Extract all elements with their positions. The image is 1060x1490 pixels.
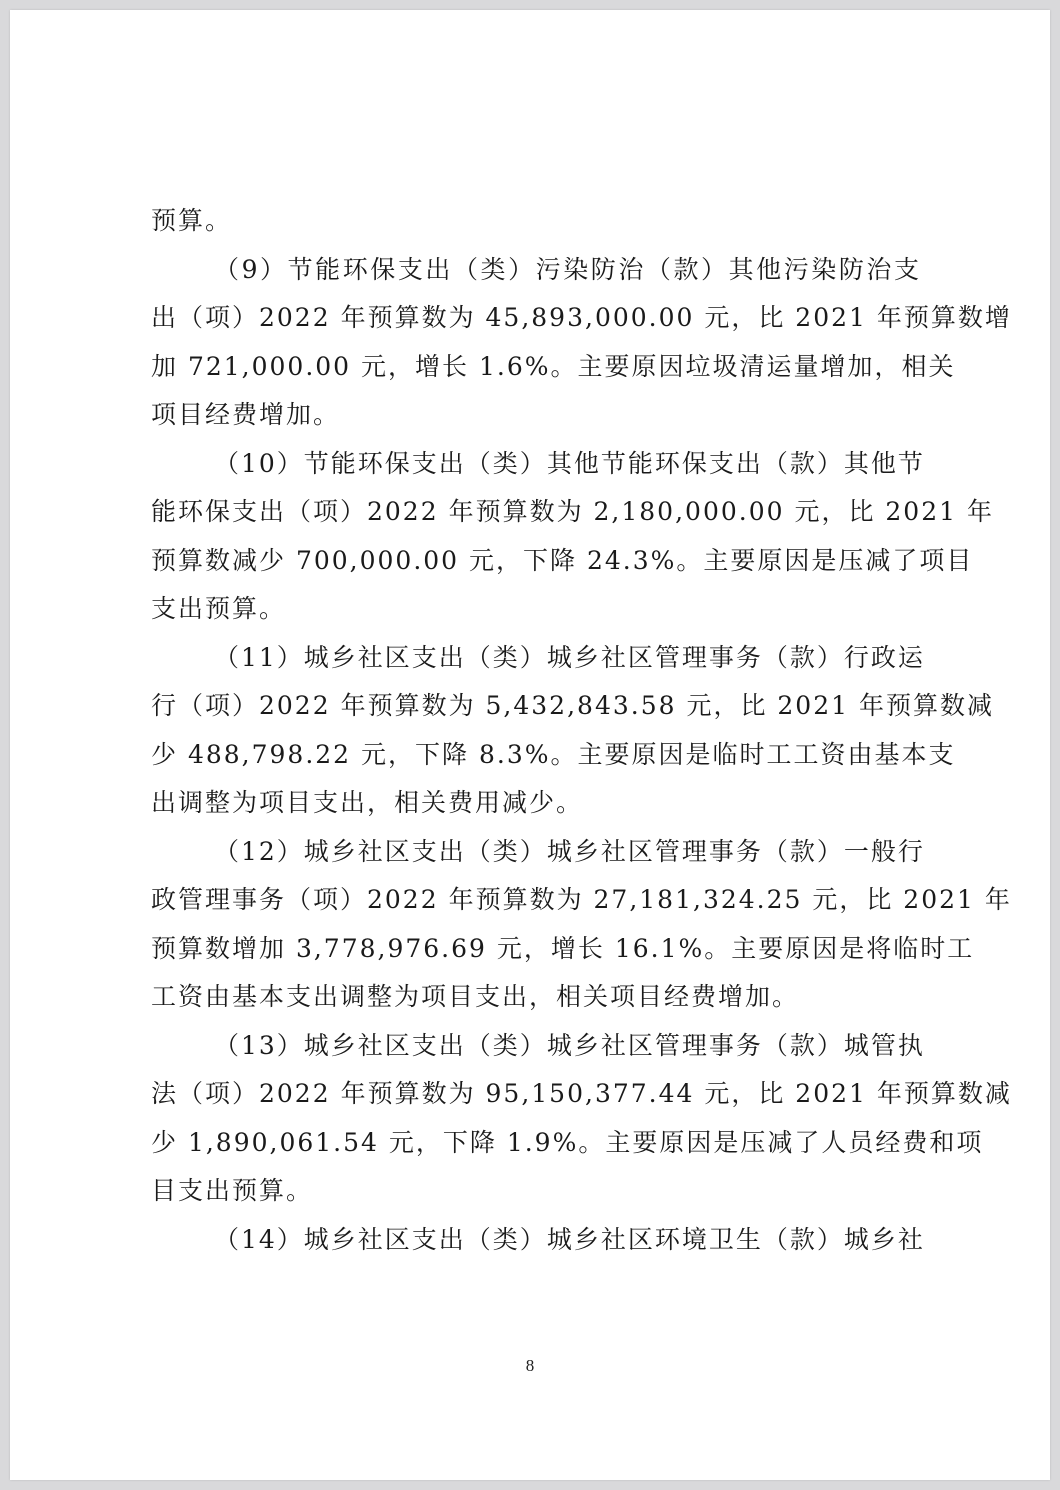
text-line: 法（项）2022 年预算数为 95,150,377.44 元，比 2021 年预算数减 — [151, 1079, 1012, 1108]
text-line: （11）城乡社区支出（类）城乡社区管理事务（款）行政运 — [214, 642, 925, 672]
text-line: 少 1,890,061.54 元，下降 1.9%。主要原因是压减了人员经费和项 — [151, 1127, 984, 1157]
text-line: 支出预算。 — [151, 594, 287, 623]
text-line: 预算。 — [151, 206, 233, 235]
text-line: （13）城乡社区支出（类）城乡社区管理事务（款）城管执 — [214, 1030, 925, 1060]
text-line: 加 721,000.00 元，增长 1.6%。主要原因垃圾清运量增加，相关 — [151, 351, 956, 381]
text-line: 工资由基本支出调整为项目支出，相关项目经费增加。 — [151, 982, 800, 1011]
text-line: （14）城乡社区支出（类）城乡社区环境卫生（款）城乡社 — [214, 1224, 925, 1254]
text-line: （10）节能环保支出（类）其他节能环保支出（款）其他节 — [214, 448, 925, 478]
text-line: 出调整为项目支出，相关费用减少。 — [151, 788, 584, 817]
text-line: 政管理事务（项）2022 年预算数为 27,181,324.25 元，比 2021 年 — [151, 885, 1012, 914]
body-text — [151, 197, 1012, 1264]
text-line: 目支出预算。 — [151, 1176, 314, 1205]
text-line: （9）节能环保支出（类）污染防治（款）其他污染防治支 — [214, 254, 921, 284]
text-line: 预算数增加 3,778,976.69 元，增长 16.1%。主要原因是将临时工 — [151, 933, 975, 963]
text-line: 出（项）2022 年预算数为 45,893,000.00 元，比 2021 年预算数增 — [151, 303, 1012, 332]
text-line: 少 488,798.22 元，下降 8.3%。主要原因是临时工工资由基本支 — [151, 739, 956, 769]
page-number: 8 — [525, 1356, 535, 1375]
document-page — [10, 10, 1050, 1480]
text-line: （12）城乡社区支出（类）城乡社区管理事务（款）一般行 — [214, 836, 925, 866]
text-line: 项目经费增加。 — [151, 400, 341, 429]
text-line: 行（项）2022 年预算数为 5,432,843.58 元，比 2021 年预算数减 — [151, 691, 994, 720]
text-line: 能环保支出（项）2022 年预算数为 2,180,000.00 元，比 2021 年 — [151, 497, 994, 526]
text-line: 预算数减少 700,000.00 元，下降 24.3%。主要原因是压减了项目 — [151, 545, 974, 575]
